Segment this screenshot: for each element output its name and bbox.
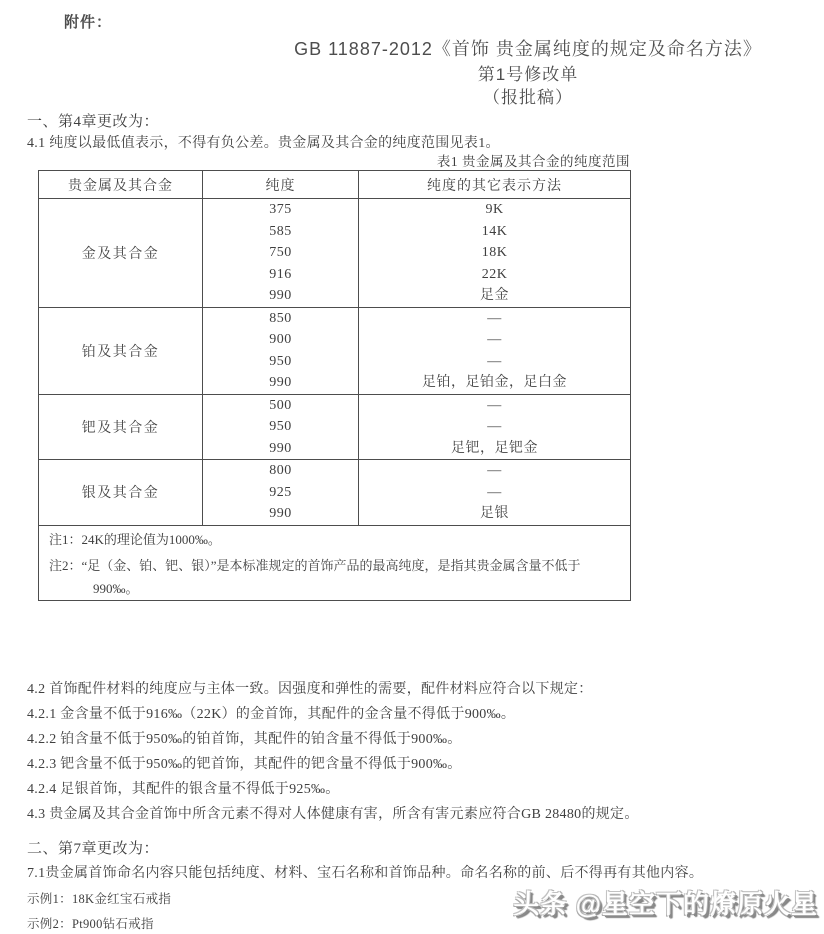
- table-note-2-continued: 990‰。: [93, 580, 139, 596]
- clause-4-2-3: 4.2.3 钯含量不低于950‰的钯首饰，其配件的钯含量不得低于900‰。: [27, 757, 462, 772]
- other-representation: —: [487, 463, 502, 478]
- other-representation: —: [487, 484, 502, 500]
- other-representation-cell: [359, 199, 631, 308]
- purity-values-cell: [203, 460, 359, 526]
- other-representation: 14K: [481, 223, 508, 239]
- toutiao-watermark: 头条 @星空下的燎原火星: [513, 889, 818, 919]
- other-representation: 足银: [480, 506, 509, 521]
- table-note-2: 注2：“足（金、铂、钯、银）”是本标准规定的首饰产品的最高纯度，是指其贵金属含量不低于: [49, 557, 581, 573]
- metal-name-cell: 铂及其合金: [39, 307, 203, 394]
- purity-value: 500: [269, 397, 292, 413]
- clause-4-2: 4.2 首饰配件材料的纯度应与主体一致。因强度和弹性的需要，配件材料应符合以下规定：: [27, 682, 593, 697]
- other-representation-cell: [359, 460, 631, 526]
- table-note-1: 注1：24K的理论值为1000‰。: [49, 531, 221, 547]
- purity-value: 750: [269, 245, 292, 260]
- clause-4-2-4: 4.2.4 足银首饰，其配件的银含量不得低于925‰。: [27, 782, 340, 797]
- clause-4-2-1: 4.2.1 金含量不低于916‰（22K）的金首饰，其配件的金含量不得低于900‰。: [27, 707, 516, 722]
- other-representation: 足铂，足铂金，足白金: [422, 375, 567, 390]
- example-1: 示例1：18K金红宝石戒指: [27, 892, 172, 906]
- clause-4-1: 4.1 纯度以最低值表示，不得有负公差。贵金属及其合金的纯度范围见表1。: [27, 136, 500, 151]
- table-notes-row: [39, 525, 631, 600]
- metal-group-row-silver: [39, 460, 631, 526]
- purity-value: 950: [269, 353, 292, 369]
- purity-value: 585: [269, 223, 292, 239]
- other-representation: 18K: [481, 245, 508, 260]
- purity-value: 916: [269, 266, 292, 282]
- table-notes-cell: [39, 525, 631, 600]
- other-representation-cell: [359, 307, 631, 394]
- purity-value: 950: [269, 419, 292, 434]
- other-representation: 22K: [481, 266, 508, 282]
- purity-value: 900: [269, 332, 292, 347]
- document-title-line-2: 第1号修改单: [477, 65, 579, 84]
- other-representation: —: [487, 353, 502, 369]
- purity-values-cell: [203, 307, 359, 394]
- table-header-metal: 贵金属及其合金: [39, 171, 203, 199]
- attachment-label: 附件：: [64, 14, 113, 31]
- table-1-caption: 表1 贵金属及其合金的纯度范围: [436, 154, 630, 169]
- purity-value: 990: [269, 506, 292, 521]
- clause-4-3: 4.3 贵金属及其合金首饰中所含元素不得对人体健康有害，所含有害元素应符合GB 28480的规定。: [27, 807, 639, 822]
- section-2-heading: 二、第7章更改为：: [27, 841, 160, 857]
- purity-value: 990: [269, 440, 292, 456]
- other-representation: —: [487, 419, 502, 434]
- other-representation: —: [487, 397, 502, 413]
- clause-4-2-2: 4.2.2 铂含量不低于950‰的铂首饰，其配件的铂含量不得低于900‰。: [27, 732, 462, 747]
- metal-name-cell: 金及其合金: [39, 199, 203, 308]
- example-2: 示例2：Pt900钻石戒指: [27, 917, 154, 931]
- other-representation-cell: [359, 394, 631, 460]
- metal-name-cell: 银及其合金: [39, 460, 203, 526]
- purity-value: 925: [269, 484, 292, 500]
- other-representation: —: [487, 332, 502, 347]
- metal-group-row-palladium: [39, 394, 631, 460]
- purity-values-cell: [203, 199, 359, 308]
- section-1-heading: 一、第4章更改为：: [27, 114, 160, 130]
- purity-table: [38, 170, 631, 601]
- metal-group-row-gold: [39, 199, 631, 308]
- purity-value: 375: [269, 202, 292, 217]
- document-title-line-3: （报批稿）: [483, 88, 573, 107]
- purity-value: 800: [269, 463, 292, 478]
- other-representation: 9K: [485, 202, 504, 217]
- clause-7-1: 7.1贵金属首饰命名内容只能包括纯度、材料、宝石名称和首饰品种。命名名称的前、后不得再有其他内容。: [27, 866, 704, 881]
- table-header-row: [39, 171, 631, 199]
- metal-name-cell: 钯及其合金: [39, 394, 203, 460]
- metal-group-row-platinum: [39, 307, 631, 394]
- purity-value: 850: [269, 310, 292, 326]
- purity-value: 990: [269, 288, 292, 303]
- table-header-other: 纯度的其它表示方法: [359, 171, 631, 199]
- purity-table-container: [38, 170, 631, 601]
- other-representation: 足钯，足钯金: [451, 440, 538, 456]
- purity-value: 990: [269, 375, 292, 390]
- table-header-purity: 纯度: [203, 171, 359, 199]
- document-title-line-1: GB 11887-2012《首饰 贵金属纯度的规定及命名方法》: [294, 39, 762, 59]
- other-representation: —: [487, 310, 502, 326]
- purity-values-cell: [203, 394, 359, 460]
- other-representation: 足金: [480, 288, 509, 303]
